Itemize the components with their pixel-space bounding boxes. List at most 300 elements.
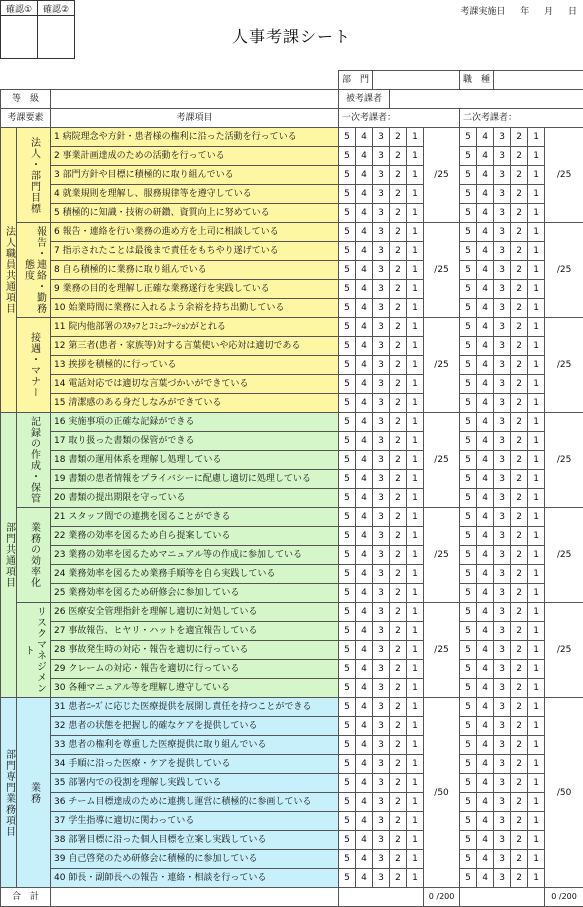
rater2-score-option[interactable]: 1: [528, 489, 545, 508]
rater1-score-option[interactable]: 2: [390, 508, 407, 527]
rater2-score-option[interactable]: 1: [528, 185, 545, 204]
rater1-score-option[interactable]: 1: [407, 793, 424, 812]
rater2-score-option[interactable]: 3: [494, 774, 511, 793]
rater2-score-option[interactable]: 4: [477, 755, 494, 774]
rater2-score-option[interactable]: 1: [528, 432, 545, 451]
rater1-score-option[interactable]: 5: [339, 717, 356, 736]
rater2-score-option[interactable]: 5: [460, 679, 477, 698]
rater1-score-option[interactable]: 1: [407, 641, 424, 660]
rater2-score-option[interactable]: 5: [460, 793, 477, 812]
rater2-score-option[interactable]: 2: [511, 717, 528, 736]
rater2-score-option[interactable]: 4: [477, 356, 494, 375]
rater2-score-option[interactable]: 2: [511, 318, 528, 337]
rater1-score-option[interactable]: 4: [356, 185, 373, 204]
rater1-score-option[interactable]: 3: [373, 546, 390, 565]
rater2-score-option[interactable]: 2: [511, 698, 528, 717]
rater1-score-option[interactable]: 3: [373, 850, 390, 869]
rater1-score-option[interactable]: 4: [356, 299, 373, 318]
rater1-score-option[interactable]: 2: [390, 698, 407, 717]
rater1-score-option[interactable]: 4: [356, 280, 373, 299]
rater2-score-option[interactable]: 5: [460, 736, 477, 755]
rater2-score-option[interactable]: 1: [528, 280, 545, 299]
rater2-score-option[interactable]: 1: [528, 812, 545, 831]
rater1-score-option[interactable]: 1: [407, 223, 424, 242]
rater2-score-option[interactable]: 4: [477, 622, 494, 641]
rater2-score-option[interactable]: 3: [494, 147, 511, 166]
rater2-score-option[interactable]: 5: [460, 413, 477, 432]
rater2-score-option[interactable]: 4: [477, 261, 494, 280]
rater2-score-option[interactable]: 3: [494, 850, 511, 869]
rater1-score-option[interactable]: 4: [356, 660, 373, 679]
rater2-score-option[interactable]: 4: [477, 831, 494, 850]
rater2-score-option[interactable]: 1: [528, 318, 545, 337]
rater2-score-option[interactable]: 3: [494, 318, 511, 337]
rater1-score-option[interactable]: 2: [390, 299, 407, 318]
rater1-score-option[interactable]: 2: [390, 869, 407, 888]
rater1-score-option[interactable]: 2: [390, 527, 407, 546]
rater1-score-option[interactable]: 4: [356, 755, 373, 774]
rater1-score-option[interactable]: 1: [407, 470, 424, 489]
rater2-score-option[interactable]: 5: [460, 166, 477, 185]
rater2-score-option[interactable]: 2: [511, 185, 528, 204]
rater2-score-option[interactable]: 4: [477, 375, 494, 394]
rater2-score-option[interactable]: 1: [528, 356, 545, 375]
rater2-score-option[interactable]: 4: [477, 337, 494, 356]
rater1-score-option[interactable]: 5: [339, 565, 356, 584]
rater2-score-option[interactable]: 3: [494, 128, 511, 147]
rater1-score-option[interactable]: 1: [407, 432, 424, 451]
rater1-score-option[interactable]: 2: [390, 812, 407, 831]
rater2-score-option[interactable]: 3: [494, 641, 511, 660]
rater2-score-option[interactable]: 1: [528, 413, 545, 432]
rater1-score-option[interactable]: 5: [339, 774, 356, 793]
rater2-score-option[interactable]: 2: [511, 565, 528, 584]
rater1-score-option[interactable]: 1: [407, 736, 424, 755]
rater2-score-option[interactable]: 1: [528, 679, 545, 698]
rater2-score-option[interactable]: 2: [511, 204, 528, 223]
rater2-score-option[interactable]: 3: [494, 622, 511, 641]
rater1-score-option[interactable]: 1: [407, 242, 424, 261]
rater1-score-option[interactable]: 3: [373, 584, 390, 603]
rater1-score-option[interactable]: 4: [356, 679, 373, 698]
rater1-score-option[interactable]: 1: [407, 812, 424, 831]
rater1-score-option[interactable]: 3: [373, 641, 390, 660]
rater2-score-option[interactable]: 4: [477, 660, 494, 679]
rater2-score-option[interactable]: 5: [460, 128, 477, 147]
rater2-score-option[interactable]: 5: [460, 698, 477, 717]
rater2-score-option[interactable]: 1: [528, 375, 545, 394]
rater1-score-option[interactable]: 4: [356, 565, 373, 584]
rater2-score-option[interactable]: 3: [494, 470, 511, 489]
rater1-score-option[interactable]: 1: [407, 337, 424, 356]
rater1-score-option[interactable]: 2: [390, 717, 407, 736]
rater2-score-option[interactable]: 3: [494, 223, 511, 242]
rater1-score-option[interactable]: 2: [390, 793, 407, 812]
rater2-score-option[interactable]: 5: [460, 603, 477, 622]
rater2-score-option[interactable]: 5: [460, 261, 477, 280]
rater1-score-option[interactable]: 5: [339, 546, 356, 565]
evaluatee-field[interactable]: [390, 90, 583, 109]
rater1-score-option[interactable]: 2: [390, 261, 407, 280]
rater2-score-option[interactable]: 2: [511, 147, 528, 166]
rater2-score-option[interactable]: 4: [477, 641, 494, 660]
dept-field[interactable]: [373, 71, 460, 90]
rater2-score-option[interactable]: 2: [511, 812, 528, 831]
rater1-score-option[interactable]: 5: [339, 356, 356, 375]
rater2-score-option[interactable]: 3: [494, 812, 511, 831]
rater1-score-option[interactable]: 3: [373, 299, 390, 318]
rater2-score-option[interactable]: 4: [477, 508, 494, 527]
rater1-score-option[interactable]: 5: [339, 451, 356, 470]
rater1-score-option[interactable]: 2: [390, 451, 407, 470]
rater1-score-option[interactable]: 4: [356, 717, 373, 736]
rater2-score-option[interactable]: 3: [494, 166, 511, 185]
rater2-score-option[interactable]: 5: [460, 280, 477, 299]
rater1-score-option[interactable]: 5: [339, 185, 356, 204]
rater1-score-option[interactable]: 3: [373, 147, 390, 166]
rater2-score-option[interactable]: 1: [528, 850, 545, 869]
rater2-score-option[interactable]: 2: [511, 660, 528, 679]
rater2-score-option[interactable]: 1: [528, 869, 545, 888]
rater1-score-option[interactable]: 3: [373, 755, 390, 774]
rater1-score-option[interactable]: 1: [407, 128, 424, 147]
rater2-score-option[interactable]: 5: [460, 204, 477, 223]
rater2-score-option[interactable]: 4: [477, 527, 494, 546]
rater2-score-option[interactable]: 1: [528, 755, 545, 774]
rater1-score-option[interactable]: 2: [390, 622, 407, 641]
rater1-score-option[interactable]: 2: [390, 204, 407, 223]
rater2-score-option[interactable]: 5: [460, 622, 477, 641]
rater2-score-option[interactable]: 1: [528, 204, 545, 223]
grade-field[interactable]: [51, 90, 339, 109]
rater2-score-option[interactable]: 5: [460, 774, 477, 793]
rater1-score-option[interactable]: 1: [407, 375, 424, 394]
rater1-score-option[interactable]: 5: [339, 375, 356, 394]
rater2-score-option[interactable]: 3: [494, 717, 511, 736]
rater2-score-option[interactable]: 5: [460, 755, 477, 774]
rater1-score-option[interactable]: 3: [373, 622, 390, 641]
rater1-score-option[interactable]: 3: [373, 869, 390, 888]
rater1-score-option[interactable]: 2: [390, 831, 407, 850]
rater2-score-option[interactable]: 2: [511, 546, 528, 565]
rater2-score-option[interactable]: 3: [494, 736, 511, 755]
rater2-score-option[interactable]: 5: [460, 565, 477, 584]
rater1-score-option[interactable]: 3: [373, 337, 390, 356]
rater2-score-option[interactable]: 4: [477, 470, 494, 489]
rater2-score-option[interactable]: 5: [460, 375, 477, 394]
rater1-score-option[interactable]: 2: [390, 660, 407, 679]
rater2-score-option[interactable]: 5: [460, 394, 477, 413]
rater2-score-option[interactable]: 4: [477, 204, 494, 223]
rater2-score-option[interactable]: 4: [477, 850, 494, 869]
rater2-score-option[interactable]: 3: [494, 793, 511, 812]
rater1-score-option[interactable]: 2: [390, 641, 407, 660]
rater1-score-option[interactable]: 4: [356, 432, 373, 451]
rater2-score-option[interactable]: 3: [494, 375, 511, 394]
rater2-score-option[interactable]: 3: [494, 603, 511, 622]
rater2-score-option[interactable]: 5: [460, 356, 477, 375]
rater1-score-option[interactable]: 4: [356, 850, 373, 869]
rater2-score-option[interactable]: 5: [460, 546, 477, 565]
rater2-score-option[interactable]: 1: [528, 508, 545, 527]
rater1-score-option[interactable]: 1: [407, 755, 424, 774]
rater1-score-option[interactable]: 4: [356, 375, 373, 394]
rater2-score-option[interactable]: 1: [528, 774, 545, 793]
rater2-score-option[interactable]: 3: [494, 451, 511, 470]
rater1-score-option[interactable]: 3: [373, 508, 390, 527]
rater1-score-option[interactable]: 4: [356, 584, 373, 603]
rater1-score-option[interactable]: 2: [390, 470, 407, 489]
rater2-score-option[interactable]: 2: [511, 774, 528, 793]
rater1-score-option[interactable]: 1: [407, 527, 424, 546]
rater1-score-option[interactable]: 2: [390, 223, 407, 242]
rater1-score-option[interactable]: 5: [339, 394, 356, 413]
rater1-score-option[interactable]: 2: [390, 128, 407, 147]
rater1-score-option[interactable]: 4: [356, 622, 373, 641]
rater1-score-option[interactable]: 1: [407, 508, 424, 527]
rater2-score-option[interactable]: 4: [477, 698, 494, 717]
rater2-score-option[interactable]: 1: [528, 470, 545, 489]
rater2-score-option[interactable]: 2: [511, 223, 528, 242]
rater2-score-option[interactable]: 5: [460, 831, 477, 850]
rater2-score-option[interactable]: 5: [460, 223, 477, 242]
rater1-score-option[interactable]: 1: [407, 413, 424, 432]
rater2-score-option[interactable]: 1: [528, 223, 545, 242]
rater2-score-option[interactable]: 4: [477, 546, 494, 565]
rater1-score-option[interactable]: 2: [390, 166, 407, 185]
rater1-score-option[interactable]: 3: [373, 489, 390, 508]
rater1-score-option[interactable]: 3: [373, 223, 390, 242]
rater1-score-option[interactable]: 5: [339, 299, 356, 318]
rater1-score-option[interactable]: 5: [339, 413, 356, 432]
rater1-score-option[interactable]: 3: [373, 603, 390, 622]
rater2-score-option[interactable]: 2: [511, 489, 528, 508]
rater1-score-option[interactable]: 2: [390, 603, 407, 622]
rater1-score-option[interactable]: 1: [407, 831, 424, 850]
rater1-score-option[interactable]: 1: [407, 280, 424, 299]
rater2-score-option[interactable]: 5: [460, 850, 477, 869]
rater1-score-option[interactable]: 2: [390, 147, 407, 166]
rater2-score-option[interactable]: 2: [511, 394, 528, 413]
rater2-score-option[interactable]: 4: [477, 413, 494, 432]
rater2-score-option[interactable]: 1: [528, 603, 545, 622]
rater1-score-option[interactable]: 4: [356, 128, 373, 147]
rater2-score-option[interactable]: 4: [477, 185, 494, 204]
rater2-score-option[interactable]: 5: [460, 432, 477, 451]
rater1-score-option[interactable]: 5: [339, 660, 356, 679]
rater2-score-option[interactable]: 1: [528, 793, 545, 812]
rater1-score-option[interactable]: 4: [356, 337, 373, 356]
rater2-score-option[interactable]: 1: [528, 147, 545, 166]
rater1-score-option[interactable]: 4: [356, 774, 373, 793]
rater1-score-option[interactable]: 5: [339, 470, 356, 489]
rater1-score-option[interactable]: 4: [356, 736, 373, 755]
rater1-score-option[interactable]: 2: [390, 679, 407, 698]
rater1-score-option[interactable]: 5: [339, 755, 356, 774]
rater1-score-option[interactable]: 3: [373, 280, 390, 299]
rater2-score-option[interactable]: 4: [477, 242, 494, 261]
rater1-score-option[interactable]: 5: [339, 489, 356, 508]
rater2-score-option[interactable]: 3: [494, 584, 511, 603]
rater1-score-option[interactable]: 3: [373, 185, 390, 204]
rater1-score-option[interactable]: 5: [339, 166, 356, 185]
rater2-score-option[interactable]: 4: [477, 147, 494, 166]
rater2-score-option[interactable]: 1: [528, 831, 545, 850]
rater2-score-option[interactable]: 3: [494, 337, 511, 356]
rater2-score-option[interactable]: 3: [494, 204, 511, 223]
rater1-score-option[interactable]: 4: [356, 508, 373, 527]
rater2-score-option[interactable]: 5: [460, 527, 477, 546]
rater1-score-option[interactable]: 4: [356, 242, 373, 261]
rater1-score-option[interactable]: 5: [339, 204, 356, 223]
rater2-score-option[interactable]: 1: [528, 546, 545, 565]
rater2-score-option[interactable]: 1: [528, 451, 545, 470]
rater1-score-option[interactable]: 2: [390, 185, 407, 204]
rater2-score-option[interactable]: 2: [511, 413, 528, 432]
rater1-score-option[interactable]: 1: [407, 622, 424, 641]
rater1-score-option[interactable]: 1: [407, 356, 424, 375]
rater1-score-option[interactable]: 1: [407, 394, 424, 413]
rater2-score-option[interactable]: 2: [511, 793, 528, 812]
rater1-score-option[interactable]: 4: [356, 527, 373, 546]
rater1-score-option[interactable]: 4: [356, 603, 373, 622]
rater1-score-option[interactable]: 3: [373, 736, 390, 755]
rater1-score-option[interactable]: 4: [356, 451, 373, 470]
rater1-score-option[interactable]: 3: [373, 774, 390, 793]
rater1-score-option[interactable]: 3: [373, 394, 390, 413]
rater1-score-option[interactable]: 5: [339, 242, 356, 261]
rater2-score-option[interactable]: 5: [460, 717, 477, 736]
rater1-score-option[interactable]: 2: [390, 774, 407, 793]
rater2-score-option[interactable]: 2: [511, 299, 528, 318]
rater1-score-option[interactable]: 4: [356, 318, 373, 337]
rater2-score-option[interactable]: 3: [494, 261, 511, 280]
rater1-score-option[interactable]: 3: [373, 565, 390, 584]
rater1-score-option[interactable]: 5: [339, 128, 356, 147]
rater2-score-option[interactable]: 4: [477, 394, 494, 413]
rater1-score-option[interactable]: 3: [373, 793, 390, 812]
rater2-score-option[interactable]: 4: [477, 299, 494, 318]
rater2-score-option[interactable]: 2: [511, 603, 528, 622]
rater1-score-option[interactable]: 3: [373, 831, 390, 850]
rater2-score-option[interactable]: 1: [528, 261, 545, 280]
rater1-score-option[interactable]: 4: [356, 261, 373, 280]
rater2-score-option[interactable]: 4: [477, 584, 494, 603]
rater1-score-option[interactable]: 3: [373, 660, 390, 679]
rater1-score-option[interactable]: 2: [390, 394, 407, 413]
rater1-score-option[interactable]: 5: [339, 261, 356, 280]
rater1-score-option[interactable]: 1: [407, 660, 424, 679]
rater1-score-option[interactable]: 4: [356, 641, 373, 660]
rater2-score-option[interactable]: 3: [494, 831, 511, 850]
rater1-score-option[interactable]: 1: [407, 147, 424, 166]
rater2-score-option[interactable]: 5: [460, 185, 477, 204]
rater1-score-option[interactable]: 2: [390, 565, 407, 584]
rater2-score-option[interactable]: 2: [511, 508, 528, 527]
rater2-score-option[interactable]: 2: [511, 622, 528, 641]
rater1-score-option[interactable]: 1: [407, 318, 424, 337]
rater2-score-option[interactable]: 1: [528, 565, 545, 584]
rater1-score-option[interactable]: 1: [407, 489, 424, 508]
rater1-score-option[interactable]: 1: [407, 185, 424, 204]
rater2-score-option[interactable]: 2: [511, 242, 528, 261]
rater1-score-option[interactable]: 2: [390, 356, 407, 375]
rater2-score-option[interactable]: 4: [477, 432, 494, 451]
rater2-score-option[interactable]: 2: [511, 280, 528, 299]
rater1-score-option[interactable]: 1: [407, 299, 424, 318]
rater1-score-option[interactable]: 1: [407, 603, 424, 622]
rater2-score-option[interactable]: 3: [494, 869, 511, 888]
rater1-score-option[interactable]: 5: [339, 622, 356, 641]
rater2-score-option[interactable]: 5: [460, 641, 477, 660]
rater2-score-option[interactable]: 2: [511, 736, 528, 755]
rater1-score-option[interactable]: 5: [339, 508, 356, 527]
rater2-score-option[interactable]: 2: [511, 356, 528, 375]
rater1-score-option[interactable]: 5: [339, 736, 356, 755]
rater2-score-option[interactable]: 3: [494, 242, 511, 261]
rater2-score-option[interactable]: 5: [460, 584, 477, 603]
rater2-score-option[interactable]: 2: [511, 679, 528, 698]
rater1-score-option[interactable]: 5: [339, 318, 356, 337]
rater2-score-option[interactable]: 3: [494, 413, 511, 432]
rater1-score-option[interactable]: 2: [390, 736, 407, 755]
rater1-score-option[interactable]: 5: [339, 869, 356, 888]
rater2-score-option[interactable]: 3: [494, 698, 511, 717]
rater1-score-option[interactable]: 5: [339, 850, 356, 869]
rater1-score-option[interactable]: 3: [373, 242, 390, 261]
rater2-score-option[interactable]: 4: [477, 318, 494, 337]
rater2-score-option[interactable]: 1: [528, 584, 545, 603]
rater1-score-option[interactable]: 3: [373, 375, 390, 394]
rater1-score-option[interactable]: 3: [373, 166, 390, 185]
rater1-score-option[interactable]: 2: [390, 375, 407, 394]
rater2-score-option[interactable]: 5: [460, 318, 477, 337]
rater2-score-option[interactable]: 1: [528, 717, 545, 736]
rater1-score-option[interactable]: 4: [356, 166, 373, 185]
rater1-score-option[interactable]: 4: [356, 793, 373, 812]
rater2-score-option[interactable]: 1: [528, 299, 545, 318]
rater2-score-option[interactable]: 5: [460, 299, 477, 318]
rater2-score-option[interactable]: 1: [528, 660, 545, 679]
rater1-score-option[interactable]: 4: [356, 812, 373, 831]
rater1-score-option[interactable]: 3: [373, 356, 390, 375]
rater2-score-option[interactable]: 1: [528, 128, 545, 147]
rater1-score-option[interactable]: 1: [407, 166, 424, 185]
rater2-score-option[interactable]: 2: [511, 261, 528, 280]
rater2-score-option[interactable]: 2: [511, 755, 528, 774]
rater1-score-option[interactable]: 4: [356, 831, 373, 850]
rater2-score-option[interactable]: 5: [460, 812, 477, 831]
rater1-score-option[interactable]: 2: [390, 584, 407, 603]
rater1-score-option[interactable]: 3: [373, 679, 390, 698]
rater2-score-option[interactable]: 2: [511, 869, 528, 888]
rater2-score-option[interactable]: 1: [528, 527, 545, 546]
rater1-score-option[interactable]: 3: [373, 812, 390, 831]
rater2-score-option[interactable]: 1: [528, 641, 545, 660]
rater2-score-option[interactable]: 1: [528, 622, 545, 641]
rater1-score-option[interactable]: 4: [356, 147, 373, 166]
rater1-score-option[interactable]: 5: [339, 527, 356, 546]
rater1-score-option[interactable]: 3: [373, 527, 390, 546]
rater2-score-option[interactable]: 2: [511, 128, 528, 147]
rater1-score-option[interactable]: 5: [339, 679, 356, 698]
rater2-score-option[interactable]: 4: [477, 280, 494, 299]
rater2-score-option[interactable]: 3: [494, 394, 511, 413]
rater2-score-option[interactable]: 3: [494, 299, 511, 318]
rater2-score-option[interactable]: 5: [460, 869, 477, 888]
rater2-score-option[interactable]: 2: [511, 641, 528, 660]
rater1-score-option[interactable]: 2: [390, 489, 407, 508]
